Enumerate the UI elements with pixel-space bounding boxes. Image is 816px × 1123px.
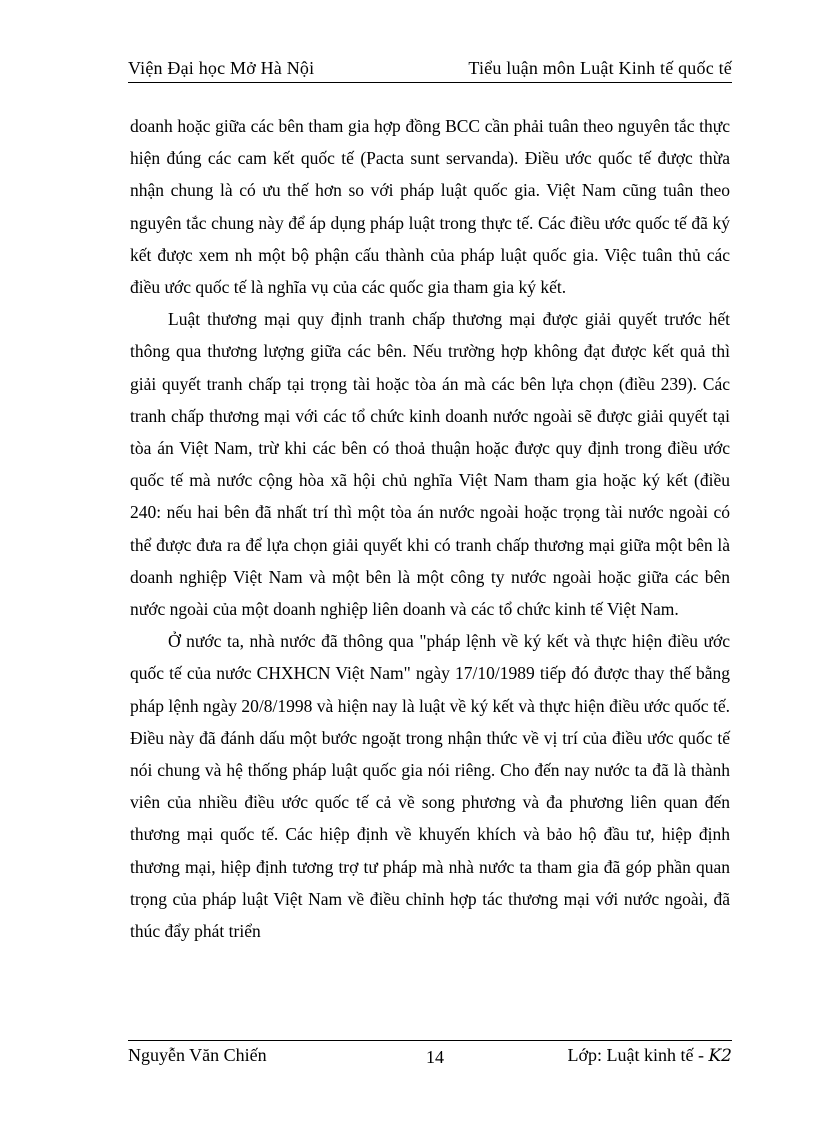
- footer-author: Nguyễn Văn Chiến: [128, 1045, 267, 1065]
- header-institution: Viện Đại học Mở Hà Nội: [128, 58, 315, 78]
- paragraph-2: Luật thương mại quy định tranh chấp thương mại được giải quyết trước hết thông qua thương lượng giữa các bên. Nếu trường hợp không đạt được kết quả thì giải quyết tranh chấp tại trọng tài hoặc tòa án mà các bên lựa chọn (điều 239). Các tranh chấp thương mại với các tổ chức kinh doanh nước ngoài sẽ được giải quyết tại tòa án Việt Nam, trừ khi các bên có thoả thuận hoặc được quy định trong điều ước quốc tế mà nước cộng hòa xã hội chủ nghĩa Việt Nam tham gia hoặc ký kết (điều 240: nếu hai bên đã nhất trí thì một tòa án nước ngoài hoặc trọng tài nước ngoài có thể được đưa ra để lựa chọn giải quyết khi có tranh chấp thương mại giữa một bên là doanh nghiệp Việt Nam và một bên là một công ty nước ngoài hoặc giữa các bên nước ngoài của một doanh nghiệp liên doanh và các tổ chức kinh tế Việt Nam.: [130, 309, 730, 620]
- header-document-title: Tiểu luận môn Luật Kinh tế quốc tế: [468, 58, 732, 78]
- page-footer: [128, 1040, 732, 1071]
- page-header: [128, 56, 732, 83]
- body-text: [130, 110, 730, 947]
- paragraph-3: Ở nước ta, nhà nước đã thông qua "pháp lệnh về ký kết và thực hiện điều ước quốc tế của nước CHXHCN Việt Nam" ngày 17/10/1989 tiếp đó được thay thế bằng pháp lệnh ngày 20/8/1998 và hiện nay là luật về ký kết và thực hiện điều ước quốc tế. Điều này đã đánh dấu một bước ngoặt trong nhận thức về vị trí của điều ước quốc tế nói chung và hệ thống pháp luật quốc gia nói riêng. Cho đến nay nước ta đã là thành viên của nhiều điều ước quốc tế cả về song phương và đa phương liên quan đến thương mại quốc tế. Các hiệp định về khuyến khích và bảo hộ đầu tư, hiệp định thương mại, hiệp định tương trợ tư pháp mà nhà nước ta tham gia đã góp phần quan trọng của pháp luật Việt Nam về điều chỉnh hợp tác thương mại với nước ngoài, đã thúc đẩy phát triển: [130, 631, 730, 942]
- footer-class-suffix: K2: [708, 1046, 732, 1066]
- footer-class: [567, 1045, 732, 1066]
- footer-class-label: Lớp: Luật kinh tế -: [567, 1045, 704, 1065]
- page-number: 14: [426, 1047, 444, 1067]
- paragraph-1: doanh hoặc giữa các bên tham gia hợp đồng BCC cần phải tuân theo nguyên tắc thực hiện đúng các cam kết quốc tế (Pacta sunt servanda). Điều ước quốc tế được thừa nhận chung là có ưu thế hơn so với pháp luật quốc gia. Việt Nam cũng tuân theo nguyên tắc chung này để áp dụng pháp luật trong thực tế. Các điều ước quốc tế đã ký kết được xem nh một bộ phận cấu thành của pháp luật quốc gia. Việc tuân thủ các điều ước quốc tế là nghĩa vụ của các quốc gia tham gia ký kết.: [130, 116, 730, 298]
